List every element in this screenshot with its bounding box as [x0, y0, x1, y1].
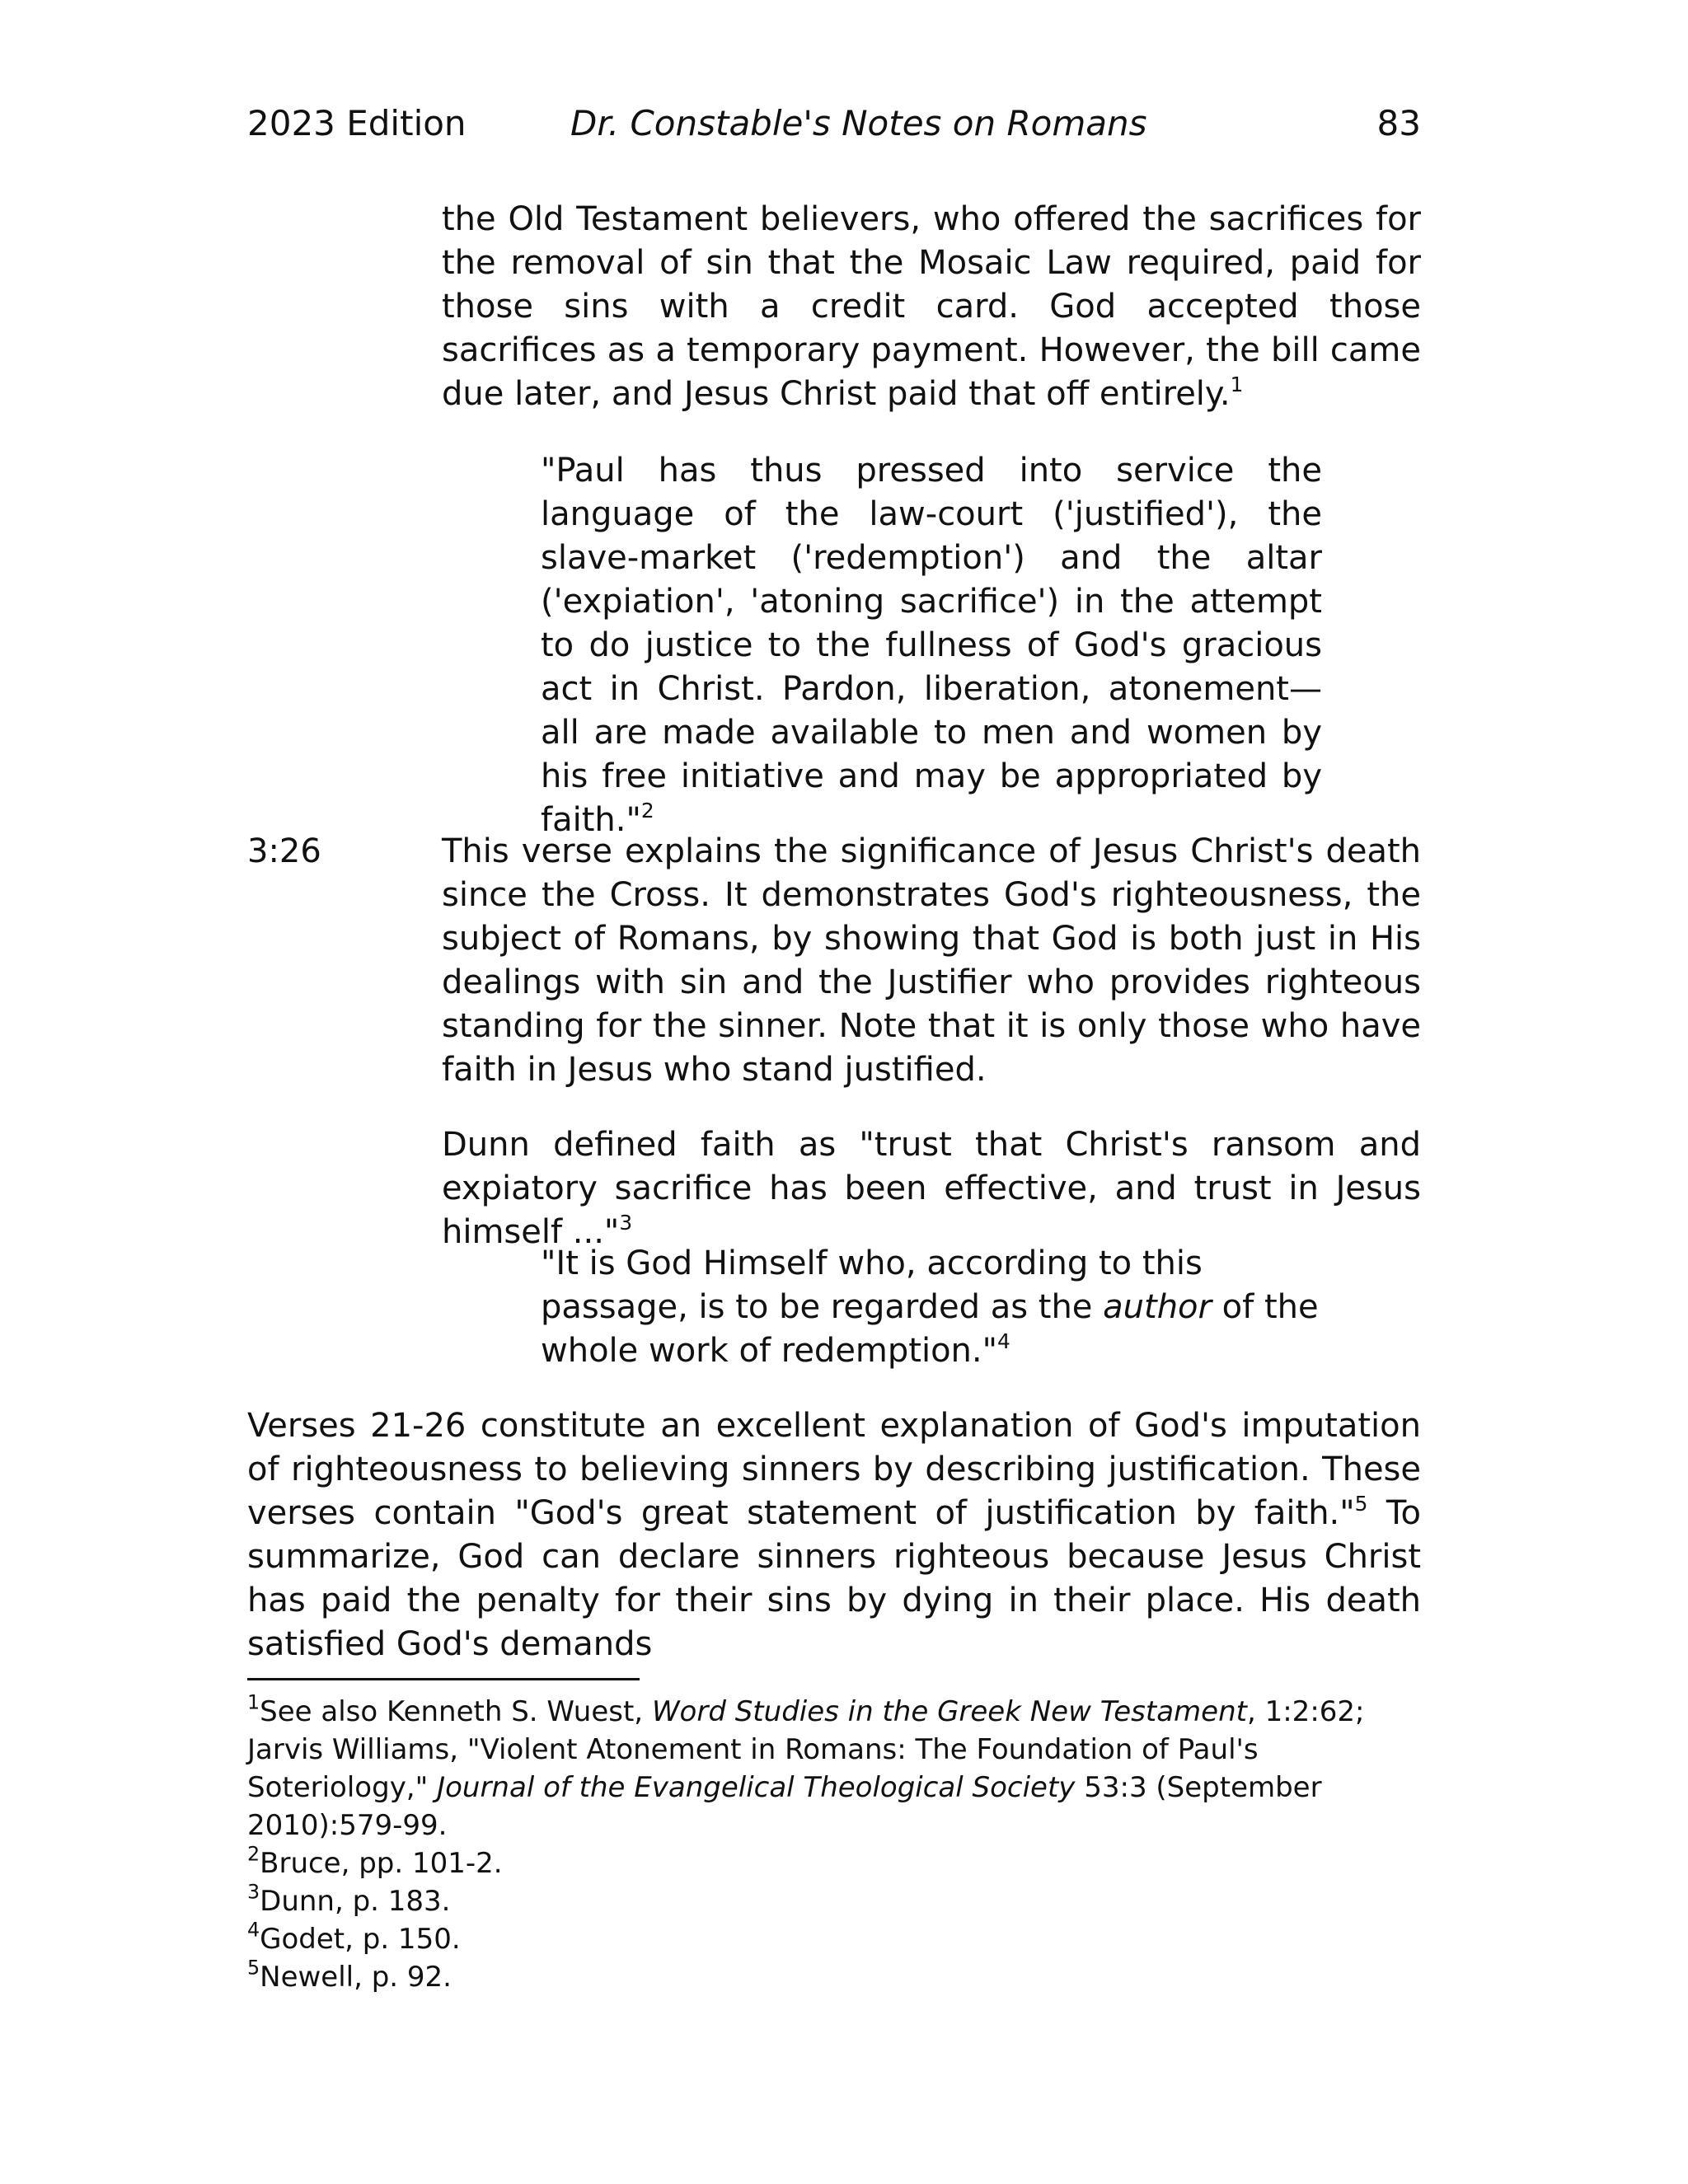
paragraph-text: Dunn defined faith as "trust that Christ's ransom and expiatory sacrifice has been effective, and trust in Jesus himself ...": [442, 1126, 1421, 1251]
footnote-text: Dunn, p. 183.: [260, 1885, 451, 1918]
footnote-text: Newell, p. 92.: [260, 1961, 452, 1994]
footnote-number: 4: [247, 1918, 260, 1942]
page-number: 83: [1376, 103, 1421, 143]
paragraph-text-start: Verses 21-26 constitute an excellent explanation of God's imputation of righteousness to believing sinners by describing justification. These verses contain "God's great statement of justification by faith.": [247, 1407, 1421, 1532]
footnote-ref[interactable]: 4: [997, 1329, 1010, 1353]
footnotes-section: [247, 1690, 1426, 1996]
footnote-ref[interactable]: 5: [1354, 1491, 1368, 1516]
footnote-ref[interactable]: 1: [1230, 372, 1244, 396]
footnote-text: , 1:2:62; Jarvis Williams, "Violent Atonement in Romans: The Foundation of Paul's Soteriology,": [247, 1695, 1365, 1804]
body-paragraph-verse-3-26: [442, 830, 1421, 1092]
body-paragraph-credit-card: [442, 198, 1421, 416]
block-quote-bruce: [541, 449, 1322, 842]
footnote-text: Godet, p. 150.: [260, 1923, 461, 1956]
footnote-3: [247, 1882, 1426, 1920]
footnote-divider: [247, 1678, 640, 1680]
footnote-number: 3: [247, 1880, 260, 1904]
verse-reference: 3:26: [247, 832, 321, 870]
body-paragraph-dunn: [442, 1123, 1421, 1254]
footnote-journal-title: Journal of the Evangelical Theological Society: [437, 1771, 1076, 1804]
quote-text: "Paul has thus pressed into service the language of the law-court ('justified'), the slave-market ('redemption') and the altar ('expiation', 'atoning sacrifice') in the attempt to do justice to the fullness of God's gracious act in Christ. Pardon, liberation, atonement—all are made available to men and women by his free initiative and may be appropriated by faith.": [541, 452, 1322, 839]
quote-text-start: "It is God Himself who, according to this passage, is to be regarded as the: [541, 1244, 1203, 1326]
footnote-number: 2: [247, 1842, 260, 1866]
paragraph-text: This verse explains the significance of Jesus Christ's death since the Cross. It demonstrates God's righteousness, the subject of Romans, by showing that God is both just in His dealings with sin and the Justifier who provides righteous standing for the sinner. Note that it is only those who have faith in Jesus who stand justified.: [442, 832, 1421, 1089]
footnote-1: [247, 1690, 1426, 1844]
block-quote-godet: [541, 1242, 1322, 1373]
footnote-2: [247, 1844, 1426, 1882]
footnote-text: 53:3 (September 2010):579-99.: [247, 1771, 1322, 1842]
quote-text-end: of the whole work of redemption.": [541, 1288, 1319, 1370]
footnote-number: 1: [247, 1690, 260, 1714]
footnote-book-title: Word Studies in the Greek New Testament: [651, 1695, 1247, 1728]
footnote-text: See also Kenneth S. Wuest,: [260, 1695, 652, 1728]
edition-label: 2023 Edition: [247, 103, 467, 143]
paragraph-text-end: To summarize, God can declare sinners righteous because Jesus Christ has paid the penalty for their sins by dying in their place. His death satisfied God's demands: [247, 1494, 1421, 1663]
footnote-number: 5: [247, 1956, 260, 1980]
page-header: [247, 101, 1421, 147]
footnote-5: [247, 1958, 1426, 1996]
body-paragraph-summary: [247, 1404, 1421, 1666]
paragraph-text: the Old Testament believers, who offered the sacrifices for the removal of sin that the Mosaic Law required, paid for those sins with a credit card. God accepted those sacrifices as a temporary payment. However, the bill came due later, and Jesus Christ paid that off entirely.: [442, 200, 1421, 413]
footnote-ref[interactable]: 2: [640, 798, 654, 823]
footnote-text: Bruce, pp. 101-2.: [260, 1847, 503, 1880]
footnote-4: [247, 1920, 1426, 1958]
footnote-ref[interactable]: 3: [619, 1210, 633, 1235]
quote-emphasis: author: [1103, 1288, 1212, 1326]
book-title: Dr. Constable's Notes on Romans: [570, 103, 1147, 143]
